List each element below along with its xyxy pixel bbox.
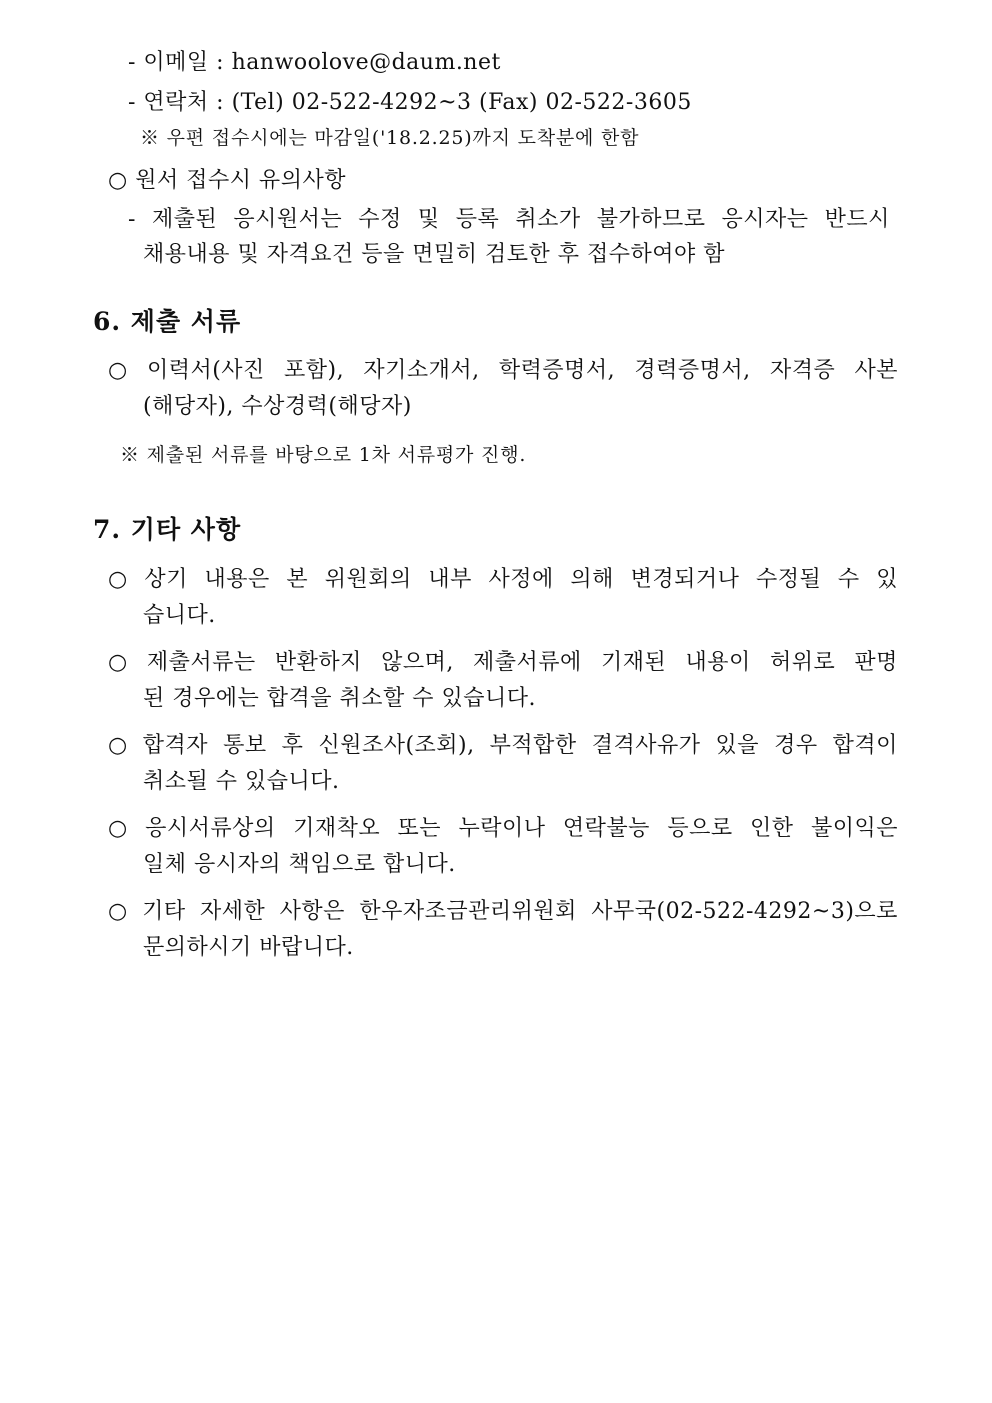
word: ○ [108,358,128,383]
word: 인한 [750,816,794,841]
word: 신원조사(조회), [318,733,475,758]
word: 제출서류에 [473,650,582,675]
word: 불이익은 [810,816,898,841]
word: 응시자는 [721,207,809,232]
word: 제출된 [152,207,218,232]
word: 불가하므로 [596,207,706,232]
section7-item-3-line2: 취소될 수 있습니다. [143,769,340,794]
word: 상기 [144,567,188,592]
word: 기타 [142,899,186,924]
section7-heading: 7. 기타 사항 [93,515,242,544]
word: - [128,207,136,232]
word: 또는 [397,816,442,841]
word: 본 [286,567,309,592]
word: 자세한 [200,899,266,924]
word: 자기소개서, [363,358,480,383]
section7-item-2-line2: 된 경우에는 합격을 취소할 수 있습니다. [143,686,536,711]
word: 수 [837,567,860,592]
word: ○ [108,816,128,841]
word: 경력증명서, [634,358,751,383]
word: 수정 [358,207,402,232]
word: 및 [417,207,440,232]
word: 한우자조금관리위원회 [359,899,577,924]
mail-note: ※ 우편 접수시에는 마감일('18.2.25)까지 도착분에 한함 [140,127,640,149]
section7-item-5-line2: 문의하시기 바랍니다. [143,935,354,960]
section6-heading: 6. 제출 서류 [93,307,242,336]
word: 사본 [854,358,898,383]
section6-item-line2: (해당자), 수상경력(해당자) [143,394,412,419]
application-notes-line2: 채용내용 및 자격요건 등을 면밀히 검토한 후 접수하여야 함 [143,242,725,267]
word: 누락이나 [458,816,546,841]
word: 기재착오 [293,816,381,841]
word: 않으며, [381,650,454,675]
word: 응시원서는 [233,207,343,232]
section7-item-4-line2: 일체 응시자의 책임으로 합니다. [143,852,456,877]
word: 반드시 [824,207,890,232]
word: 의해 [570,567,614,592]
word: 기재된 [601,650,667,675]
word: 수정될 [755,567,822,592]
word: 사정에 [488,567,554,592]
word: 반환하지 [274,650,362,675]
word: ○ [108,899,128,924]
word: 등으로 [667,816,733,841]
application-notes-line1-text [128,205,890,235]
word: 자격증 [769,358,836,383]
word: 판명 [854,650,898,675]
word: 후 [281,733,304,758]
section7-item-3-line1-text [108,731,898,761]
word: 등록 [455,207,500,232]
application-notes-title: ○ 원서 접수시 유의사항 [108,168,346,193]
application-notes-line1 [128,205,890,235]
word: 위원회의 [324,567,412,592]
section6-item-line1 [108,356,898,386]
word: 있을 [715,733,760,758]
word: 경우 [774,733,818,758]
section7-item-1-line1 [108,565,898,595]
email-line: - 이메일 : hanwoolove@daum.net [128,50,501,75]
word: 연락불능 [562,816,650,841]
section6-item-line1-text [108,356,898,386]
word: 내부 [428,567,472,592]
word: 부적합한 [489,733,577,758]
section7-item-1-line2: 습니다. [143,603,216,628]
word: 내용은 [204,567,270,592]
section7-item-4-line1-text [108,814,898,844]
section7-item-5-line1-text [108,897,898,927]
section7-item-2-line1 [108,648,898,678]
word: ○ [108,650,128,675]
section7-item-2-line1-text [108,648,898,678]
word: 사무국(02-522-4292~3)으로 [591,899,898,924]
word: 응시서류상의 [145,816,276,841]
word: 통보 [223,733,267,758]
word: 제출서류는 [146,650,256,675]
word: 합격이 [832,733,898,758]
word: 이력서(사진 [146,358,265,383]
section7-item-5-line1 [108,897,898,927]
word: 포함), [284,358,345,383]
word: 합격자 [142,733,209,758]
word: 있 [876,567,898,592]
word: 변경되거나 [630,567,740,592]
word: 취소가 [515,207,581,232]
section7-item-3-line1 [108,731,898,761]
word: ○ [108,567,128,592]
word: 내용이 [685,650,751,675]
section7-item-1-line1-text [108,565,898,595]
section6-note: ※ 제출된 서류를 바탕으로 1차 서류평가 진행. [120,444,527,466]
word: 결격사유가 [591,733,701,758]
phone-line: - 연락처 : (Tel) 02-522-4292~3 (Fax) 02-522-3605 [128,90,692,115]
word: 사항은 [279,899,345,924]
word: ○ [108,733,128,758]
word: 허위로 [769,650,836,675]
word: 학력증명서, [498,358,616,383]
section7-item-4-line1 [108,814,898,844]
